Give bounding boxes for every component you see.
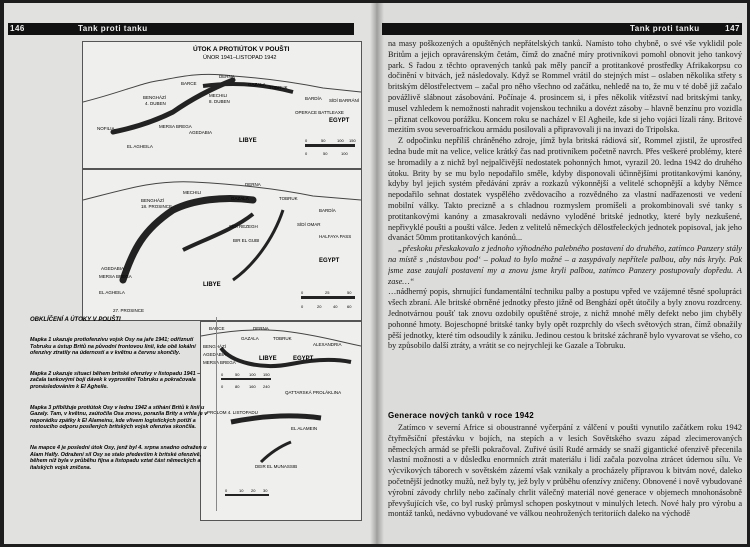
map-1-label: BARCE (181, 81, 197, 86)
map-1-label: OPERACE BATTLEAXE (295, 110, 344, 115)
svg-text:100: 100 (337, 138, 344, 143)
map-2-label: BENGHÁZÍ (141, 198, 165, 203)
svg-text:240: 240 (263, 384, 270, 389)
map-3-label: GAZALA (241, 336, 259, 341)
svg-text:150: 150 (349, 138, 356, 143)
map-2-label: LIBYE (203, 282, 221, 288)
left-header-title: Tank proti tanku (78, 24, 148, 33)
body-text-lower (388, 423, 742, 541)
map-3-label: DEIR EL MUNASSIB (255, 464, 298, 469)
map-1-title: ÚTOK A PROTIÚTOK V POUŠTI (193, 46, 290, 53)
svg-text:50: 50 (347, 290, 352, 295)
svg-text:20: 20 (251, 488, 256, 493)
map-1-label: MERSA BREGA (159, 124, 192, 129)
map-captions (30, 317, 217, 511)
map-2-drawing (83, 170, 361, 320)
map-2-label: HALFAYA PASS (319, 234, 352, 239)
map-1-label: DERNA (219, 74, 235, 79)
map-1-label: BARDÍA (305, 96, 322, 101)
svg-text:0: 0 (301, 290, 304, 295)
map-3-label: QATTARSKÁ PROLÁKLINA (285, 390, 342, 395)
map-2-label: TOBRUK (279, 196, 298, 201)
svg-text:100: 100 (341, 151, 348, 156)
svg-text:0: 0 (305, 138, 308, 143)
map-2-label: SÍDÍ OMAR (297, 222, 321, 227)
paragraph: …nádherný popis, shrnující fundamentální techniku palby a postupu vpřed ve vzájemné těsné spolupráci všech zbraní. Ale britské obrněné jednotky přesto jižně od Benghází opět útočily a byly znovu rozdrceny. Jednotvárnou poušť tak znovu ozdobily opuštěné stroje, z nichž mnohé měly defekt nebo jim chyběly pohonné hmoty. Bojeschopné britské tanky byly opět rozprchly do všech světových stran, čímž obnažily pěší jednotky, které tím odsoudily k zániku. Jedinou cestou k britské záchraně bylo vyvarovat se všeho, co by způsobilo další ztráty, a vrátit se co nejrychleji ke Gazale a Tobruku. (388, 287, 742, 351)
paragraph: Zatímco v severní Africe si oboustranné vyčerpání z válčení v poušti vynutilo začátkem roku 1942 čtyřměsíční přestávku v bojích, na stepích a v lesích Sovětského svazu západ zlecimerovaných německých armád se přešli pokračoval. Zuřivé úsilí Rudé armády se snaží gigantické ofenzivě přecenila vlastní možnosti a v důsledku enormních ztrát materiálu i lidí začala pozvolna ztrácet údernou sílu. Ve výcvikových táborech v sovětském zázemí však vznikaly a procházely přípravou k bitvám nové, daleko početnější jednotky mužů, než byly ty, jež byly v průběhu ofenzívy zničeny. Obnovené i nově vybudované výrobní závody chrlily nebo začínaly chrlit válečný materiál nové generace v objemech mnohonásobně převyšujících vše, co byl ruský průmysl schopen poskytnout v minulých letech. Nové haly pro výrobu a montáž tanků, nedávno vybudované ve válkou neohrožených teritoriích daleko na východě (388, 423, 742, 519)
caption-map-3: Mapka 3 přibližuje protiútok Osy v lednu 1942 a stíhání Britů k linii u Gazaly. Tam, v květnu, zaútočila Osa znovu, porazila Brity a vrhla je v neporádku zpátky k El Alameinu, kde vlivem logistických potíží a rostoucího odporu posílených britských vojsk ofenzíva skončila. (30, 404, 208, 431)
map-1 (82, 41, 362, 169)
svg-text:50: 50 (321, 138, 326, 143)
map-3-label: DERNA (253, 326, 269, 331)
map-2-label: AGEDABIA (101, 266, 125, 271)
svg-text:0: 0 (221, 384, 224, 389)
map-2 (82, 169, 362, 321)
left-page-number: 146 (10, 24, 25, 33)
svg-text:0: 0 (301, 304, 304, 309)
body-text-upper (388, 39, 742, 411)
captions-title: OBKLÍČENÍ A ÚTOKY V POUŠTI (30, 317, 121, 323)
svg-text:100: 100 (249, 372, 256, 377)
svg-text:50: 50 (323, 151, 328, 156)
map-2-label: EL AGHEILA (99, 290, 125, 295)
map-1-label: 8. DUBEN (209, 99, 230, 104)
map-1-label: NOFILIA (97, 126, 115, 131)
svg-text:30: 30 (263, 488, 268, 493)
map-2-label: GAZALA (231, 196, 249, 201)
map-2-scale (301, 290, 355, 309)
svg-text:150: 150 (263, 372, 270, 377)
map-1-drawing (83, 42, 361, 168)
svg-text:10: 10 (239, 488, 244, 493)
map-2-label: DERNA (245, 182, 261, 187)
map-1-label: MECHILI (209, 93, 228, 98)
map-2-label: BARDÍA (319, 208, 336, 213)
caption-map-2: Mapka 2 ukazuje situaci během britské ofenzívy v listopadu 1941 – začala tankovými boji dávek k vyprostění Tobruku a pokračovala pronásledováním k El Agheile. (30, 370, 201, 390)
quote-paragraph: „přeskoku přeskakovalo z jednoho výhodného palebného postavení do druhého, zatímco Panzery stály na místě s ‚nástavbou pod‘ – pokud to bylo možné – a zasypávaly nepřítele palbou, aby nás kryly. Pak jsme zase zaujali postavení my a znovu jsme kryli palbou, zatímco Panzery postupovaly dopředu. A zase…“ (388, 244, 742, 286)
caption-map-4: Na mapce 4 je poslední útok Osy, jenž byl 4. srpna snadno odražen u Alam Halfy. Odražení sil Osy se stalo především k britské ofenzívě, během níž byla v průběhu října a listopadu vztat část německých a italských vojsk zničena. (30, 444, 207, 471)
svg-text:50: 50 (235, 372, 240, 377)
svg-text:160: 160 (249, 384, 256, 389)
map-1-scale (305, 138, 356, 156)
svg-text:40: 40 (333, 304, 338, 309)
book-spread (4, 3, 747, 544)
map-2-label: EGYPT (319, 258, 340, 264)
paragraph: na masy poškozených a opuštěných nepřátelských tanků. Namísto toho chybně, o své vše vyklidil pole Britům a jejich opravárenským četám, čímž do značné míry protivníkovi pomohl obnovit jeho tankový park. S řadou z těchto opravených tanků pak měly pancíř a protitankové prostředky Afrikakorpsu co dočinění v bitvách, jež následovaly. Když se Rommel vrátil do stejných míst – oslaben několika střety s britským dělostřelectvem – začal pro něho všechno od začátku, nehledě na to, že mu v té době již začalo povážlivě slábnout zásobování. Počínaje 4. prosincem si, i přes několik vítězství nad britskými tanky, musel vzhledem k nemožnosti nahradit vojenskou techniku a dovézt zásoby – hlavně benzínu pro vozidla – přiznat celkovou porážku. Koncem roku se nacházel v El Agheile, kde si jeho vojáci lízali rány. Britové mezitím svou severoafrickou armádu posilovali a připravovali ji na invazi do Tripolska. (388, 39, 742, 135)
map-3-label: LIBYE (259, 356, 277, 362)
map-3-label: TOBRUK (273, 336, 292, 341)
map-3-label: AGEDABIA (203, 352, 227, 357)
map-3-label: MERSA BREGA (203, 360, 236, 365)
map-1-label: BENGHÁZÍ (143, 95, 167, 100)
map-1-label: 4. DUBEN (145, 101, 166, 106)
svg-text:0: 0 (305, 151, 308, 156)
svg-text:80: 80 (235, 384, 240, 389)
paragraph: Z odpočinku nepřílíš chráněného zdroje, jímž byla britská rádiová síť, Rommel zjistil, že uprostřed ledna bude mít na velice, velice krátký čas nad protivníkem početně navrch. Přes veškeré problémy, které se hromadily a z nichž byl nejpalčivější nedostatek pohonných hmot, vyrazil 20. ledna 1942 do druhého útoku. Brity by se mu bylo nepodařilo směle, kdyby disponovali účinnějšími protitankovými kanóny, kdyby byl jejich systém předávání zpráv a rozkazů výkonnější a velitelé schopnější a kdyby Němce nepodařilo sehnat dostatek vyspělého zvědovacího a rozvědného za vlastní nadřazenosti ve vedení mobilní války. Takto precizně a s chladnou rozmyslem promíšeli a prokombinovali své tanky s protitankovými kanóny a zmasakrovali nedávno vyloděné britské jednotky, které byly nezkušené, nepřivyklé poušti a poušti válce. Jeden z velitelů německých dělostřeleckých jednotek popisoval, jak jeho dvanáct 50mm protitankových kanónů... (388, 136, 742, 243)
map-1-subtitle: ÚNOR 1941–LISTOPAD 1942 (203, 55, 277, 61)
svg-text:60: 60 (347, 304, 352, 309)
right-page-header (382, 23, 742, 35)
svg-text:0: 0 (225, 488, 228, 493)
svg-text:20: 20 (317, 304, 322, 309)
section-heading: Generace nových tanků v roce 1942 (388, 411, 534, 420)
map-3-label: ALEXANDRIA (313, 342, 342, 347)
map-2-label: MERSA BREGA (99, 274, 132, 279)
map-3-label: EL ALAMEIN (291, 426, 318, 431)
map-3-label: EGYPT (293, 356, 314, 362)
map-3-label: BARCE (209, 326, 225, 331)
map-2-label: SÍDÍ REZEGH (229, 224, 258, 229)
map-1-label: SÍDÍ BARRÁNÍ (329, 98, 360, 103)
map-1-label: GAZALA (248, 82, 266, 87)
book-gutter (370, 3, 384, 544)
svg-text:25: 25 (325, 290, 330, 295)
map-2-label: MECHILI (183, 190, 202, 195)
map-2-label: 27. PROSINCE (113, 308, 145, 313)
map-3 (200, 321, 362, 521)
svg-text:0: 0 (221, 372, 224, 377)
map-2-label: 18. PROSINCE (141, 204, 173, 209)
left-page (4, 3, 376, 544)
map-3-drawing (201, 322, 361, 520)
map-1-label: EGYPT (329, 118, 350, 124)
map-1-label: LIBYE (239, 138, 257, 144)
map-3-label: BENGHÁZÍ (203, 344, 227, 349)
map-3-label: PROLOM 4. LISTOPADU (207, 410, 258, 415)
map-1-label: TOBRUK (269, 85, 288, 90)
map-1-label: EL AGHEILA (127, 144, 153, 149)
map-2-label: BIR EL GUBI (233, 238, 260, 243)
caption-map-1: Mapka 1 ukazuje protiofenzívu vojsk Osy na jaře 1941; odříznutí Tobruku a ústup Britů na původní frontovou linii, kde obě lokální ofenzívy ztratily na úderností a v květnu a červnu skončily. (30, 337, 196, 357)
map-3-scale (221, 372, 271, 496)
left-page-header (8, 23, 354, 35)
right-header-title: Tank proti tanku (630, 24, 700, 33)
map-1-label: AGEDABIA (189, 130, 213, 135)
right-page-number: 147 (725, 24, 740, 33)
